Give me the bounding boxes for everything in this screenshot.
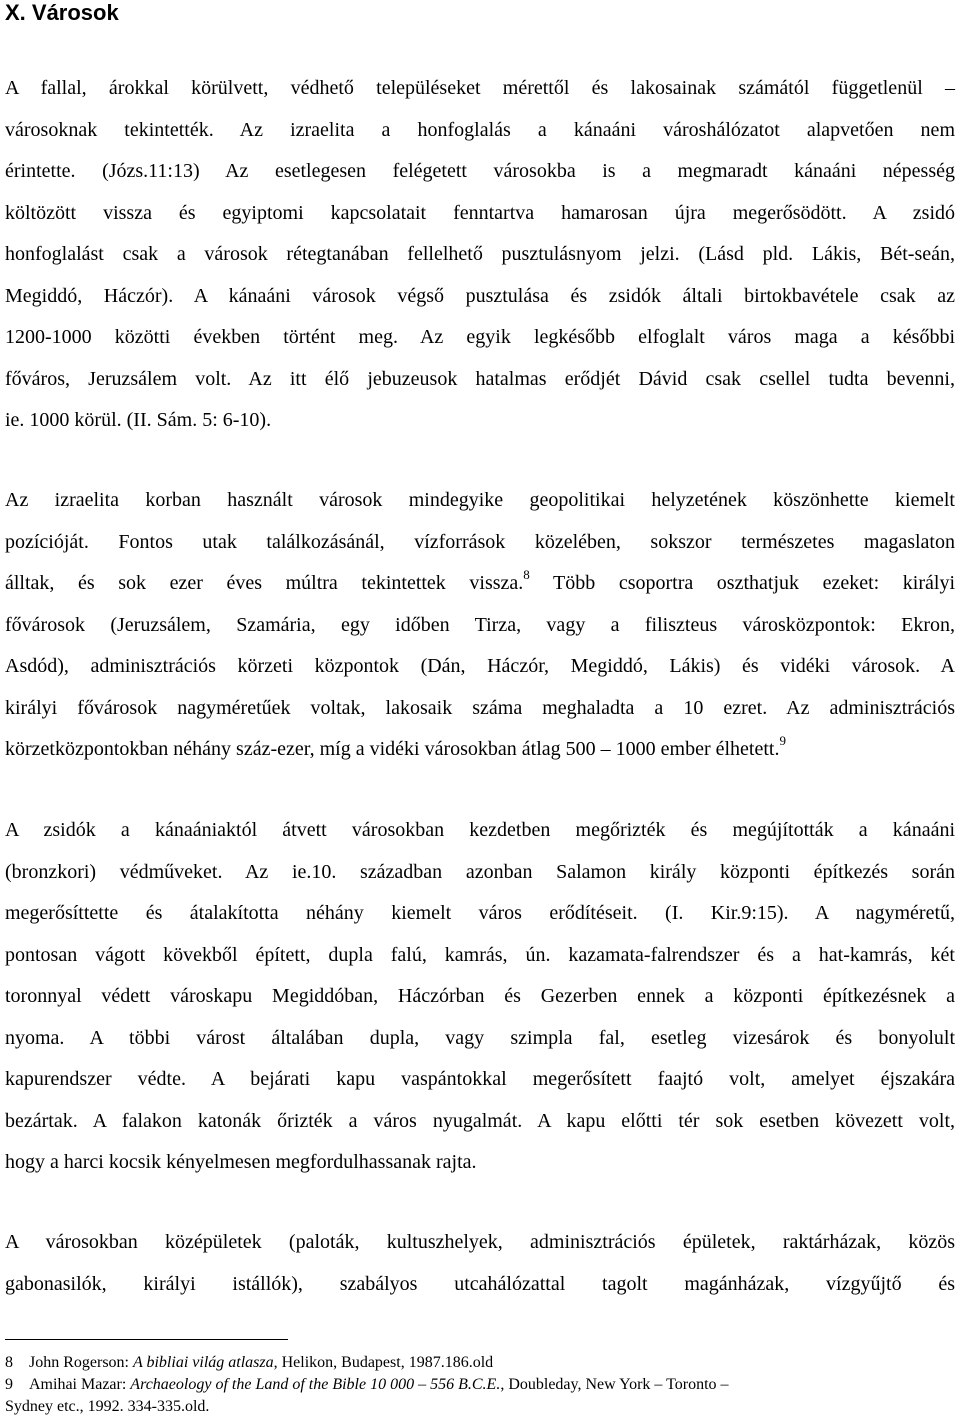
footnote-number: 8 — [5, 1354, 13, 1371]
text-line: bezártak. A falakon katonák őrizték a város nyugalmát. A kapu előtti tér sok esetben kövezett volt, — [5, 1109, 955, 1132]
footnote-9-continuation: Sydney etc., 1992. 334-335.old. — [5, 1398, 210, 1415]
footnote-8 — [5, 1352, 955, 1374]
paragraph-2 — [5, 480, 955, 771]
text-line: Asdód), adminisztrációs körzeti központok (Dán, Háczór, Megiddó, Lákis) és vidéki városok. A — [5, 655, 955, 677]
text-line: megerősíttette és átalakította néhány kiemelt város erődítéseit. (I. Kir.9:15). A nagyméretű, — [5, 902, 955, 924]
text-line: királyi fővárosok nagyméretűek voltak, lakosaik száma meghaladta a 10 ezret. Az adminisztrációs — [5, 696, 955, 719]
text-segment: körzetközpontokban néhány száz-ezer, míg a vidéki városokban átlag 500 – 1000 ember élhetett. — [5, 738, 780, 760]
text-line: városoknak tekintették. Az izraelita a honfoglalás a kánaáni városhálózatot alapvetően nem — [5, 118, 955, 141]
footnote-author: Amihai Mazar: — [29, 1376, 131, 1393]
text-line: gabonasilók, királyi istállók), szabályos utcahálózattal tagolt magánházak, vízgyűjtő és — [5, 1272, 955, 1295]
text-line: A fallal, árokkal körülvett, védhető településeket mérettől és lakosainak számától függetlenül – — [5, 77, 955, 99]
paragraph-1 — [5, 68, 955, 442]
text-line: érintette. (Józs.11:13) Az esetlegesen felégetett városokba is a megmaradt kánaáni népesség — [5, 160, 955, 182]
text-line: kapurendszer védte. A bejárati kapu vaspántokkal megerősített faajtó volt, amelyet éjszakára — [5, 1068, 955, 1090]
footnote-rest: , Helikon, Budapest, 1987.186.old — [273, 1354, 494, 1371]
paragraph-3 — [5, 810, 955, 1184]
text-line-with-footnote — [5, 729, 955, 771]
text-line: (bronzkori) védműveket. Az ie.10. században azonban Salamon király központi építkezés során — [5, 860, 955, 883]
footnote-9 — [5, 1374, 955, 1396]
text-line: 1200-1000 közötti években történt meg. Az egyik legkésőbb elfoglalt város maga a későbbi — [5, 326, 955, 348]
text-segment: Több csoportra oszthatjuk ezeket: királyi — [553, 572, 956, 594]
text-line: Az izraelita korban használt városok mindegyike geopolitikai helyzetének köszönhette kiemelt — [5, 489, 955, 511]
text-line: főváros, Jeruzsálem volt. Az itt élő jebuzeusok hatalmas erődjét Dávid csak csellel tudta bevenni, — [5, 367, 955, 390]
text-line: A városokban középületek (paloták, kultuszhelyek, adminisztrációs épületek, raktárházak, közös — [5, 1231, 955, 1253]
footnotes — [5, 1352, 955, 1418]
text-line: fővárosok (Jeruzsálem, Szamária, egy időben Tirza, vagy a filiszteus városközpontok: Ekron, — [5, 613, 955, 636]
paragraph-4 — [5, 1222, 955, 1305]
section-heading: X. Városok — [5, 0, 119, 25]
text-line-with-footnote — [5, 563, 955, 605]
footnote-ref-8: 8 — [523, 567, 530, 583]
text-line: költözött vissza és egyiptomi kapcsolatait fenntartva hamarosan újra megerősödött. A zsidó — [5, 201, 955, 224]
text-line: ie. 1000 körül. (II. Sám. 5: 6-10). — [5, 409, 272, 431]
text-line: Megiddó, Háczór). A kánaáni városok végső pusztulása és zsidók általi birtokbavétele csak az — [5, 284, 955, 307]
text-line: nyoma. A többi várost általában dupla, vagy szimpla fal, esetleg vizesárok és bonyolult — [5, 1026, 955, 1049]
footnote-ref-9: 9 — [779, 733, 786, 749]
text-line: pozícióját. Fontos utak találkozásánál, vízforrások közelében, sokszor természetes magaslaton — [5, 530, 955, 553]
footnote-title: Archaeology of the Land of the Bible 10 000 – 556 B.C.E. — [130, 1376, 501, 1393]
footnote-author: John Rogerson: — [29, 1354, 133, 1371]
footnote-title: A bibliai világ atlasza — [133, 1354, 274, 1371]
text-line: hogy a harci kocsik kényelmesen megfordulhassanak rajta. — [5, 1151, 477, 1173]
text-line: pontosan vágott kövekből épített, dupla falú, kamrás, ún. kazamata-falrendszer és a hat-kamrás, két — [5, 943, 955, 966]
text-line: honfoglalást csak a városok rétegtanában fellelhető pusztulásnyom jelzi. (Lásd pld. Lákis, Bét-seán, — [5, 243, 955, 265]
footnote-number: 9 — [5, 1376, 13, 1393]
text-line: toronnyal védett városkapu Megiddóban, Háczórban és Gezerben ennek a központi építkezésnek a — [5, 985, 955, 1007]
text-segment: álltak, és sok ezer éves múltra tekintettek vissza. — [5, 572, 524, 594]
footnote-separator — [5, 1339, 288, 1340]
footnote-rest: , Doubleday, New York – Toronto – — [500, 1376, 729, 1393]
text-line: A zsidók a kánaániaktól átvett városokban kezdetben megőrizték és megújították a kánaáni — [5, 819, 955, 841]
